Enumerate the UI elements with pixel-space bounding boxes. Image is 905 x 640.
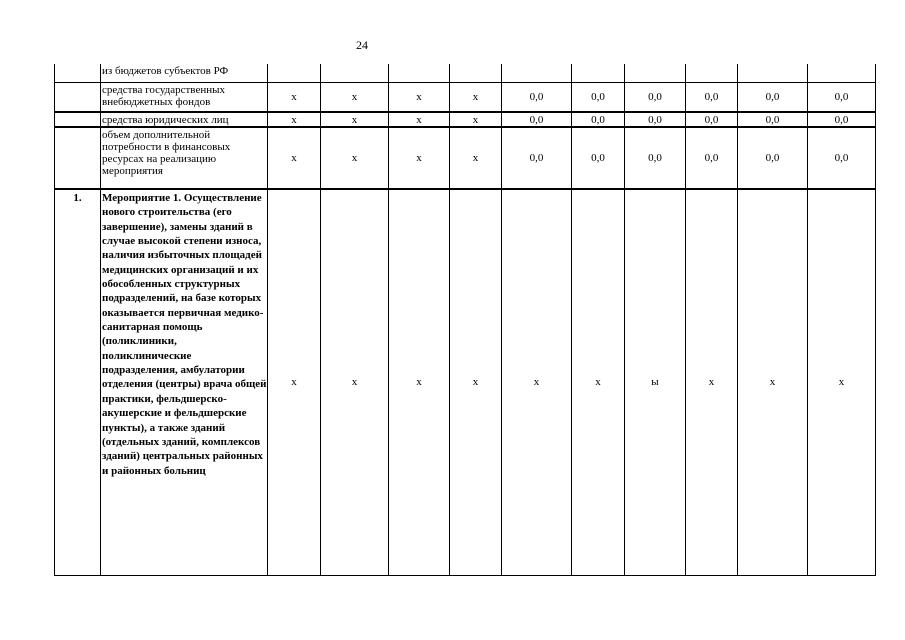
table-cell xyxy=(268,64,321,82)
table-cell xyxy=(625,64,686,82)
table-cell: х xyxy=(450,82,502,112)
table-cell: х xyxy=(450,127,502,189)
table-cell: х xyxy=(268,189,321,575)
table-cell: х xyxy=(389,127,450,189)
table-cell: 0,0 xyxy=(738,127,808,189)
table-cell xyxy=(572,64,625,82)
table-cell: 0,0 xyxy=(738,82,808,112)
table-cell: х xyxy=(321,189,389,575)
row-number xyxy=(55,64,101,82)
table-cell: 0,0 xyxy=(502,127,572,189)
table-cell: 0,0 xyxy=(808,82,876,112)
funding-table xyxy=(54,64,876,576)
table-cell: х xyxy=(738,189,808,575)
table-cell: х xyxy=(502,189,572,575)
table-row xyxy=(55,82,876,112)
table-row xyxy=(55,112,876,127)
table-cell xyxy=(389,64,450,82)
table-cell xyxy=(450,64,502,82)
table-cell: 0,0 xyxy=(808,112,876,127)
table-cell: 0,0 xyxy=(625,82,686,112)
table-cell: х xyxy=(389,189,450,575)
table-cell: 0,0 xyxy=(808,127,876,189)
table-cell: х xyxy=(389,112,450,127)
table-cell: 0,0 xyxy=(572,82,625,112)
table-cell: 0,0 xyxy=(572,127,625,189)
table-row xyxy=(55,127,876,189)
table-cell: 0,0 xyxy=(572,112,625,127)
table-cell: х xyxy=(321,112,389,127)
row-number: 1. xyxy=(55,189,101,575)
page-number: 24 xyxy=(356,38,368,52)
row-label: объем дополнительной потребности в финансовых ресурсах на реализацию мероприятия xyxy=(101,127,268,189)
table-cell: 0,0 xyxy=(686,112,738,127)
row-label: из бюджетов субъектов РФ xyxy=(101,64,268,82)
table-cell: х xyxy=(572,189,625,575)
table-cell: х xyxy=(321,82,389,112)
table-cell xyxy=(738,64,808,82)
table-cell: х xyxy=(268,127,321,189)
table-cell: 0,0 xyxy=(738,112,808,127)
row-label: Мероприятие 1. Осуществление нового строительства (его завершение), замены зданий в случае высокой степени износа, наличия избыточных площадей медицинских организаций и их обособленных структурных подразделений, на базе которых оказывается первичная медико-санитарная помощь (поликлиники, поликлинические подразделения, амбулатории отделения (центры) врача общей практики, фельдшерско-акушерские и фельдшерские пункты), а также зданий (отдельных зданий, комплексов зданий) центральных районных и районных больниц xyxy=(101,189,268,575)
table-cell xyxy=(808,64,876,82)
table-row xyxy=(55,189,876,575)
table-cell: 0,0 xyxy=(686,82,738,112)
row-label: средства государственных внебюджетных фондов xyxy=(101,82,268,112)
table-cell: 0,0 xyxy=(686,127,738,189)
row-number xyxy=(55,112,101,127)
table-cell: ы xyxy=(625,189,686,575)
table-cell: 0,0 xyxy=(625,112,686,127)
table-cell: х xyxy=(450,112,502,127)
table-cell xyxy=(502,64,572,82)
table-cell: 0,0 xyxy=(502,82,572,112)
table-cell: 0,0 xyxy=(502,112,572,127)
table-cell: х xyxy=(268,82,321,112)
table-cell xyxy=(686,64,738,82)
table-cell: х xyxy=(389,82,450,112)
table-cell: х xyxy=(268,112,321,127)
table-cell: х xyxy=(450,189,502,575)
table-cell: х xyxy=(808,189,876,575)
row-number xyxy=(55,82,101,112)
row-label: средства юридических лиц xyxy=(101,112,268,127)
row-number xyxy=(55,127,101,189)
table-cell xyxy=(321,64,389,82)
table-cell: х xyxy=(686,189,738,575)
table-row xyxy=(55,64,876,82)
table-cell: х xyxy=(321,127,389,189)
table-cell: 0,0 xyxy=(625,127,686,189)
